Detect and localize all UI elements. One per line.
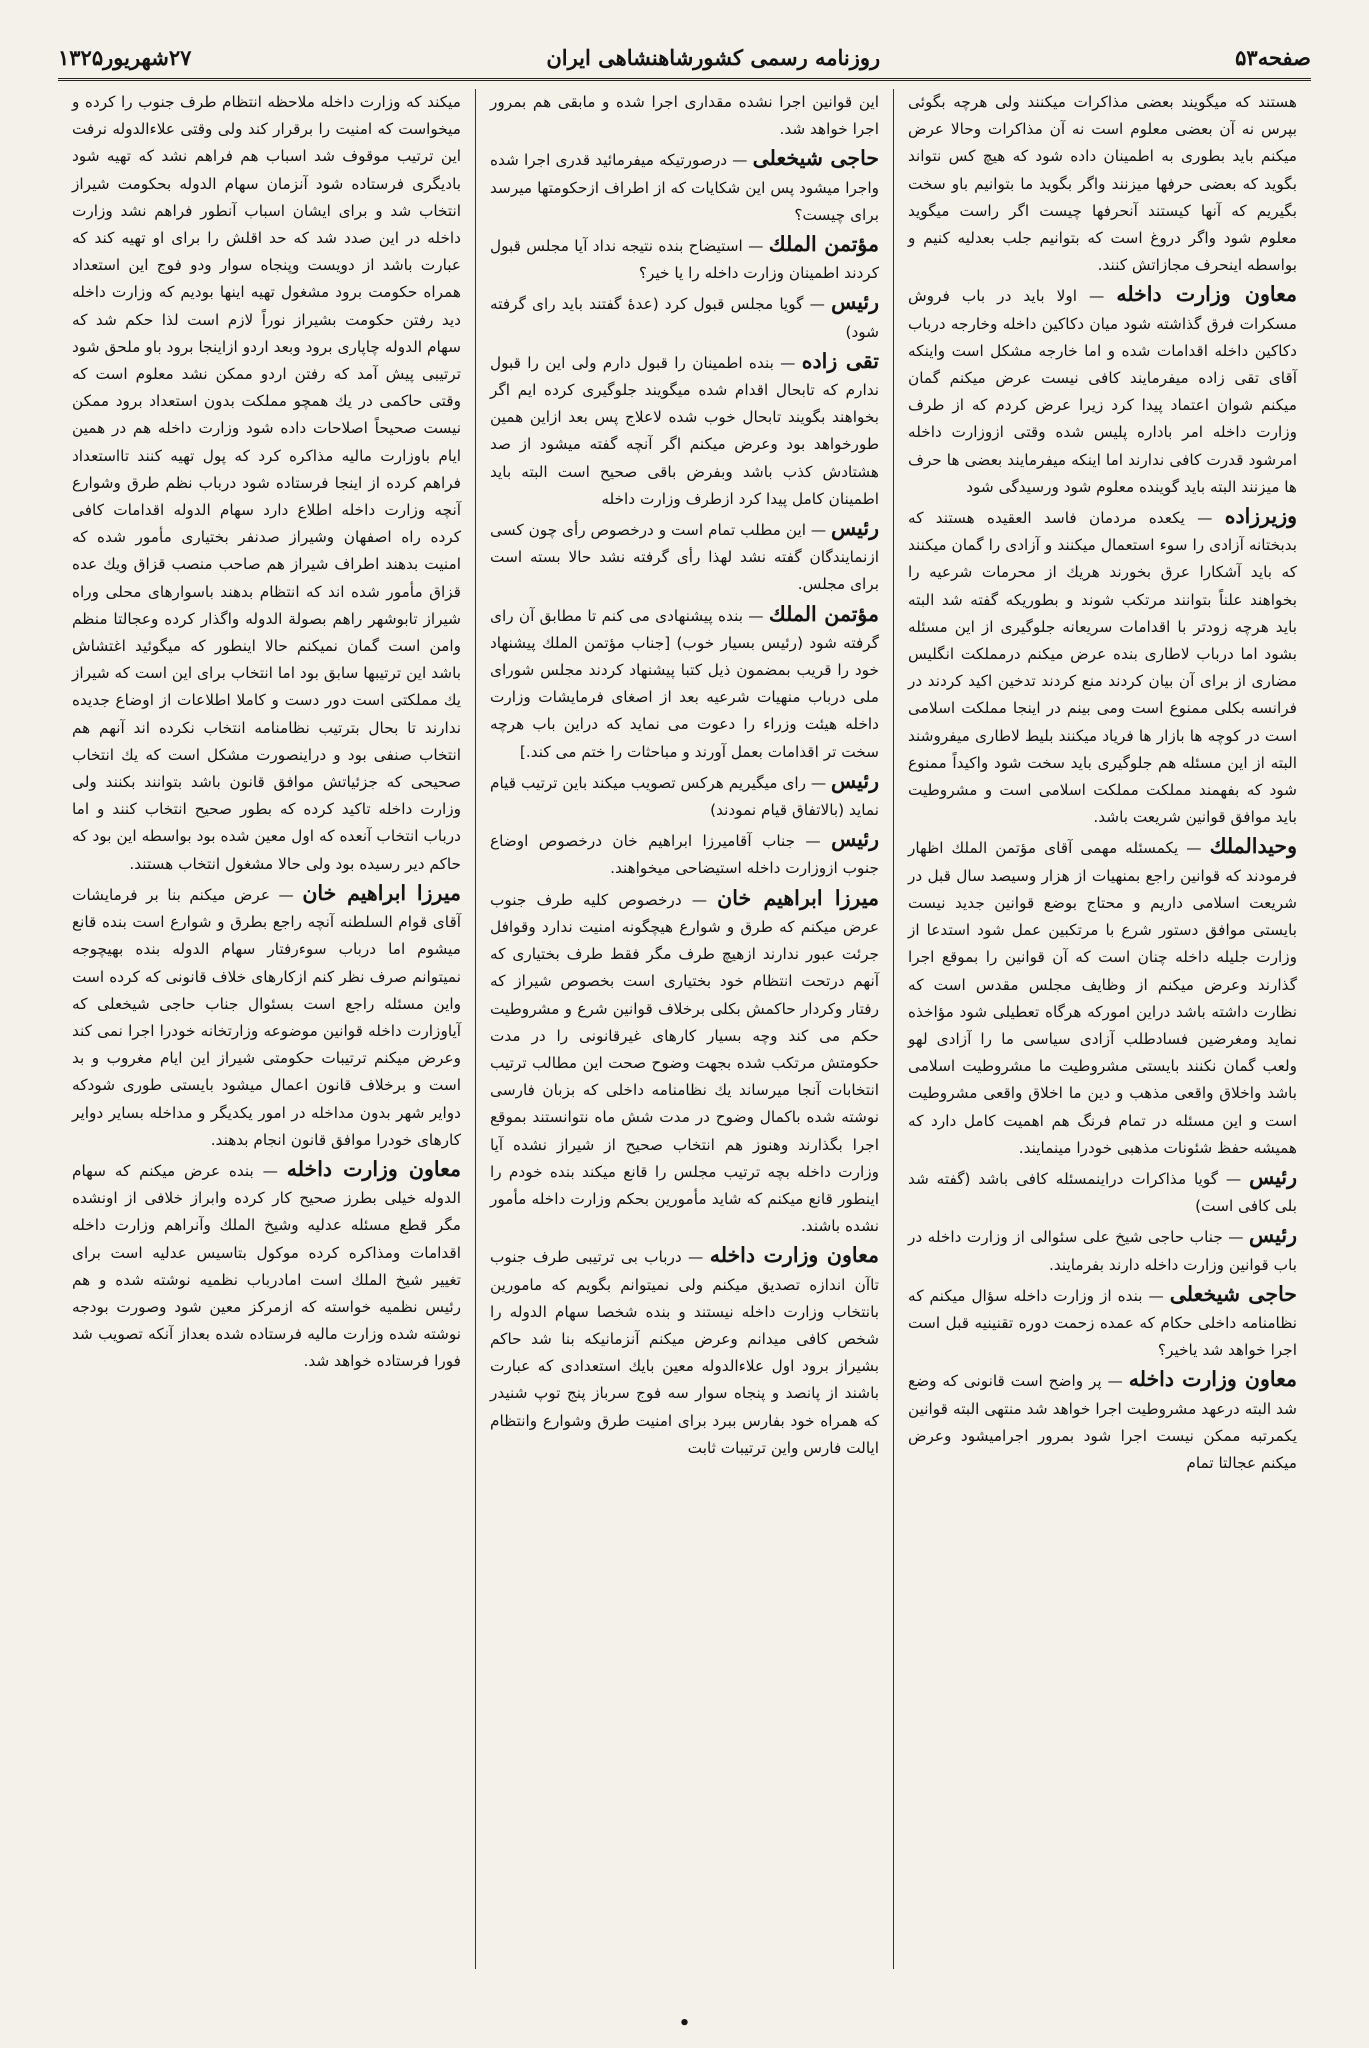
newspaper-title: روزنامه رسمی کشورشاهنشاهی ایران (546, 44, 881, 70)
paragraph-text: — درخصوص کلیه طرف جنوب عرض میکنم که طرق و شوارع هیچگونه امنیت ندارد وقوافل جرئت عبور ندارند ازهیچ طرف مگر فقط طرف بختیاری که آنهم درتحت انتظام خود بختیاری است بخصوص شیراز که رفتار وکردار حاکمش بکلی برخلاف قوانین شرع و مشروطیت حکم می کند وچه بسیار کارهای غیرقانونی را در مدت حکومتش مرتکب شده بجهت وضوح صحت این مطالب ترتیب انتخابات آنجا میرساند یك نظامنامه داخلی که بزبان فارسی نوشته شده باکمال وضوح در مدت شش ماه نتوانستند بموقع اجرا بگذارند وهنوز هم انتخاب صحیح از شیراز نشده آیا وزارت داخله بچه ترتیب مجلس را قانع میکند بنده خودم را اینطور قانع میکنم که شاید مأمورین بحکم وزارت داخله مأمور نشده باشند. (490, 890, 879, 1236)
paragraph-text: هستند که میگویند بعضی مذاکرات میکنند ولی هرچه بگوئی بپرس نه آن بعضی معلوم است نه آن مذاکرات وحالا عرض میکنم باید بطوری به اطمینان داده شود که هیچ کس نتواند بگوید که بعضی حرفها میزنند واگر بگوید ما بتوانیم باو سخت بگیریم که آنها کیستند آنحرفها چیست اگر راست میگوید معلوم شود واگر دروغ است که بتوانیم جلب بعدلیه کنیم و بواسطه اینحرف مجازاتش کنند. (908, 93, 1297, 275)
page-header (58, 40, 1311, 74)
paragraph (490, 601, 879, 766)
paragraph-text: — استیضاح بنده نتیجه نداد آیا مجلس قبول کردند اطمینان وزارت داخله را یا خیر؟ (490, 237, 879, 283)
paragraph (490, 1242, 879, 1462)
footer-mark: • (678, 2013, 691, 2034)
paragraph-text: میکند که وزارت داخله ملاحظه انتظام طرف جنوب را کرده و میخواست که امنیت را برقرار کند ولی وقتی علاءالدوله نرفت این ترتیب موقوف شد اسباب هم فراهم نشد که تهیه شود بادیگری فرستاده شود آنزمان سهام الدوله بحکومت شیراز انتخاب شد و برای ایشان اسباب آنطور فراهم نشد وزارت داخله در این صدد شد که حد اقلش را برای او تهیه کند که عبارت باشد از دویست وپنجاه سوار ودو فوج این استعداد همراه حکومت برود مشغول تهیه اینها بودیم که وزارت داخله دید رفتن حکومت بشیراز نوراً لازم است لذا حکم شد که سهام الدوله چاپاری برود وبعد اردو ازاینجا برود باو ملحق شود ترتیبی پیش آمد که رفتن اردو ممکن نشد معلوم است که وقتی حاکمی در یك همچو مملکت بدون استعداد برود ممکن نیست صحیحاً اصلاحات داده شود وزارت داخله هم در همین ایام باوزارت مالیه مذاکره کرد که پول تهیه کنند تااستعداد فراهم کرده از اینجا فرستاده شود درباب نظم طرق وشوارع آنچه وزارت داخله اطلاع دارد سهام الدوله اقدامات کافی کرده راه اصفهان وشیراز صدنفر بختیاری مأمور شده که امنیت بدهند اطراف شیراز هم صاحب منصب قزاق ویك عده قزاق مأمور شده اند که انتظام بدهند باسوارهای محلی وراه شیراز تابوشهر راهم بصولة الدوله واگذار کرده وعجالتا منظم وامن است گمان نمیکنم حالا اینطور که میگوئید اغتشاش باشد این ترتیبها سابق بود اما انتخاب برای این است که شیراز یك مملکتی است دور دست و کاملا اطلاعات از اوضاع جدیده ندارند تا بحال بترتیب نظامنامه انتخاب نکرده اند آنهم هم انتخاب صنفی بود و دراینصورت مشکل است که یك انتخاب صحیحی که جزئیاتش موافق قانون باشد بتوانند بکنند ولی وزارت داخله تاکید کرده که بطور صحیح انتخاب کنند و اما درباب انتخاب آنعده که اول معین شده بود بواسطه این بود که حاکم دیر رسیده بود ولی حالا مشغول انتخاب هستند. (72, 93, 461, 873)
paragraph-text: — جناب حاجی شیخ علی سئوالی از وزارت داخله در باب قوانین وزارت داخله دارند بفرمایند. (908, 1228, 1297, 1274)
paragraph-text: — عرض میکنم بنا بر فرمایشات آقای قوام السلطنه آنچه راجع بطرق و شوارع است بنده قانع میشوم اما درباب سوءرفتار سهام الدوله بنده بهیچوجه نمیتوانم صرف نظر کنم ازکارهای خلاف قانونی که کرده است واین مسئله راجع است بسئوال جناب حاجی شیخعلی که آیاوزارت داخله قوانین موضوعه وزارتخانه خودرا اجرا نمی کند وعرض میکنم ترتیبات حکومتی شیراز این ایام مغروب و بد است و برخلاف قانون اعمال میشود بایستی طوری شودکه دوایر شهر بدون مداخله در امور یکدیگر و مداخله بسایر دوایر کارهای خودرا موافق قانون انجام بدهند. (72, 885, 461, 1149)
paragraph (490, 826, 879, 882)
paragraph (908, 281, 1297, 501)
paragraph-text: — گویا مجلس قبول کرد (عدهٔ گفتند باید رای گرفته شود) (490, 295, 879, 341)
speaker-name: حاجی شیخعلی (1169, 1281, 1297, 1306)
column-middle (476, 89, 894, 1969)
paragraph (908, 1281, 1297, 1365)
paragraph (908, 1366, 1297, 1477)
speaker-name: حاجی شیخعلی (752, 146, 879, 171)
paragraph-text: — بنده عرض میکنم که سهام الدوله خیلی بطرز صحیح کار کرده وابراز خلافی از اونشده مگر قطع مسئله عدلیه وشیخ الملك وآنراهم وزارت داخله اقدامات ومذاکره کرده موکول بتاسیس عدلیه است برای تغییر شیخ الملك است امادرباب نظمیه نوشته شده و هم رئیس نظمیه خواسته که ازمرکز معین شود وصورت بودجه نوشته شده وزارت مالیه فرستاده شده بعداز آنکه تصویب شد فورا فرستاده خواهد شد. (72, 1161, 461, 1371)
speaker-name: رئیس (831, 516, 879, 541)
speaker-name: معاون وزارت داخله (1128, 1367, 1297, 1392)
page-number: صفحه۵۳ (1235, 44, 1311, 70)
speaker-name: وزیرزاده (1224, 504, 1297, 529)
paragraph (490, 515, 879, 599)
paragraph-text: — این مطلب تمام است و درخصوص رأی چون کسی ازنمایندگان گفته نشد لهذا رأی گرفته نشد حالا بسته است برای مجلس. (490, 521, 879, 594)
paragraph (908, 89, 1297, 279)
paragraph-text: — اولا باید در باب فروش مسکرات فرق گذاشته شود میان دکاکین داخله وخارجه درباب دکاکین داخله اقدامات شده و اما خارجه مشکل است واینکه آقای تقی زاده میفرمایند کافی نیست عرض میکنم گمان میکنم شوان اعتماد پیدا کرد زیرا عرض کردم که از طرف وزارت داخله امر باداره پلیس شده وقتی ازوزارت داخله امرشود قدرت کافی ندارند اما اینکه میفرمایند بعضی ها حرف ها میزنند البته باید گوینده معلوم شود ورسیدگی شود (908, 287, 1297, 496)
speaker-name: رئیس (831, 290, 879, 315)
paragraph-text: — درباب بی ترتیبی طرف جنوب تاآن اندازه تصدیق میکنم ولی نمیتوانم بگویم که مامورین بانتخاب وزارت داخله نیستند و بنده شخصا سهام الدوله را شخص کافی میدانم وعرض میکنم آنزمانیکه بنا شد حاکم بشیراز برود اول علاءالدوله معین بایك استعدادی که عبارت باشند از پانصد و پنجاه سوار سه فوج سرباز پنج توپ شنیدر که همراه خود بفارس ببرد برای امنیت طرق وشوارع وانتظام ایالت فارس واین ترتیبات ثابت (490, 1248, 879, 1457)
paragraph-text: — بنده از وزارت داخله سؤال میکنم که نظامنامه داخلی حکام که عمده زحمت دوره تقنینیه قبل است اجرا خواهد شد یاخیر؟ (908, 1286, 1297, 1360)
paragraph (490, 145, 879, 229)
paragraph (490, 231, 879, 287)
paragraph (490, 289, 879, 345)
paragraph (908, 1222, 1297, 1278)
speaker-name: تقی زاده (801, 348, 880, 373)
column-left (58, 89, 476, 1969)
paragraph-text: — پر واضح است قانونی که وضع شد البته درعهد مشروطیت اجرا خواهد شد منتهی البته قوانین یکمرتبه ممکن نیست اجرا شود بمرور اجرامیشود وعرض میکنم عجالتا تمام (908, 1372, 1297, 1472)
paragraph (490, 348, 879, 513)
text-columns (58, 89, 1311, 1969)
paragraph (72, 89, 461, 878)
issue-date: ۲۷شهریور۱۳۲۵ (58, 44, 192, 70)
paragraph (908, 833, 1297, 1161)
speaker-name: معاون وزارت داخله (286, 1156, 461, 1181)
speaker-name: رئیس (831, 827, 879, 852)
speaker-name: وحیدالملك (1209, 834, 1297, 859)
speaker-name: رئیس (1249, 1164, 1297, 1189)
paragraph-text: — رای میگیریم هرکس تصویب میکند باین ترتیب قیام نماید (بالاتفاق قیام نمودند) (490, 773, 879, 820)
header-rule (58, 78, 1311, 81)
speaker-name: میرزا ابراهیم خان (302, 880, 461, 905)
speaker-name: مؤتمن الملك (768, 232, 879, 257)
paragraph-text: — یکعده مردمان فاسد العقیده هستند که بدبختانه آزادی را سوء استعمال میکنند و آزادی را گمان میکنند که باید آشکارا عرق بخورند هریك از محرمات شرعیه را بخواهند علناً بتوانند مرتکب شوند و بطوریکه گفته شد البته باید هرچه زودتر با اقدامات سریعانه جلوگیری از این مسئله بشود اما درباب لاطاری بنده عرض میکنم درمملکت انگلیس مضاری از برای آن بیان کردند منع کردند تدخین اکید کردند در فرانسه بکلی ممنوع است ومی بینم در اینجا مملکت اسلامی است در کوچه ها بازار ها فریاد میکنند بلیط لاطاری میفروشند البته از این مسئله هم جلوگیری باید سخت شود واکیداً ممنوع شود که بفهمند مملکت مملکت اسلامی است و مشروطیت باید موافق قوانین شریعت باشد. (908, 509, 1297, 827)
paragraph-text: این قوانین اجرا نشده مقداری اجرا شده و مابقی هم بمرور اجرا خواهد شد. (490, 93, 879, 139)
paragraph (490, 89, 879, 143)
speaker-name: معاون وزارت داخله (1116, 282, 1297, 307)
paragraph (490, 768, 879, 824)
paragraph (908, 503, 1297, 831)
paragraph (72, 880, 461, 1154)
paragraph-text: — گویا مذاکرات دراینمسئله کافی باشد (گفته شد بلی کافی است) (908, 1169, 1297, 1216)
speaker-name: میرزا ابراهیم خان (717, 885, 879, 910)
paragraph-text: — درصورتیکه میفرمائید قدری اجرا شده واجرا میشود پس این شکایات که از اطراف ازحکومتها میرسد برای چیست؟ (490, 151, 879, 224)
speaker-name: مؤتمن الملك (768, 601, 879, 626)
paragraph (908, 1164, 1297, 1220)
speaker-name: رئیس (831, 768, 879, 793)
paragraph-text: — بنده پیشنهادی می کنم تا مطابق آن رای گرفته شود (رئیس بسیار خوب) [جناب مؤتمن الملك پیشنهاد خود را قریب بمضمون ذیل کتبا پیشنهاد کردند مجلس شورای ملی درباب منهیات شرعیه بعد از اصغای فرمایشات وزارت داخله هیئت وزراء را دعوت می نماید که دراین باب هرچه سخت تر اقدامات بعمل آورند و مباحثات را ختم می کند.] (490, 606, 879, 761)
paragraph-text: — یکمسئله مهمی آقای مؤتمن الملك اظهار فرمودند که قوانین راجع بمنهیات از هزار وسیصد سال قبل در شریعت اسلامی داریم و محتاج بوضع قوانین جدید نیست بایستی موافق دستور شرع با مرتکبین عمل شود استدعا از وزارت جلیله داخله چنان است که آن قوانین را بموقع اجرا گذارند وعرض میکنم از وظایف مجلس مقدس است که نظارت داشته باشد دراین امورکه هرگاه تعطیلی شود مؤاخذه نماید ومغرضین فسادطلب آزادی سیاسی ما را آزادی لهو ولعب گمان نکنند بایستی مشروطیت ما مشروطیت اسلامی باشد واخلاق واقعی مذهب و دین ما اخلاق واقعی مشروطیت است و این مسئله در تمام فرنگ هم اهمیت کامل دارد که همیشه حفظ شئونات مذهبی خودرا مینمایند. (908, 839, 1297, 1157)
paragraph (490, 885, 879, 1241)
paragraph-text: — جناب آقامیرزا ابراهیم خان درخصوص اوضاع جنوب ازوزارت داخله استیضاحی میخواهند. (490, 832, 879, 878)
column-right (894, 89, 1311, 1969)
paragraph-text: — بنده اطمینان را قبول دارم ولی این را قبول ندارم که تابحال اقدام شده میگویند جلوگیری کرده ایم اگر بخواهند بگویند تابحال خوب شده لاعلاج پس بعد ازاین همین طورخواهد بود وعرض میکنم اگر آنچه گفته میشود از صد هشتادش کذب باشد وبفرض باقی صحیح است البته باید اطمینان کامل پیدا کرد ازطرف وزارت داخله (490, 353, 879, 508)
paragraph (72, 1156, 461, 1376)
speaker-name: رئیس (1249, 1223, 1297, 1248)
speaker-name: معاون وزارت داخله (709, 1243, 880, 1268)
